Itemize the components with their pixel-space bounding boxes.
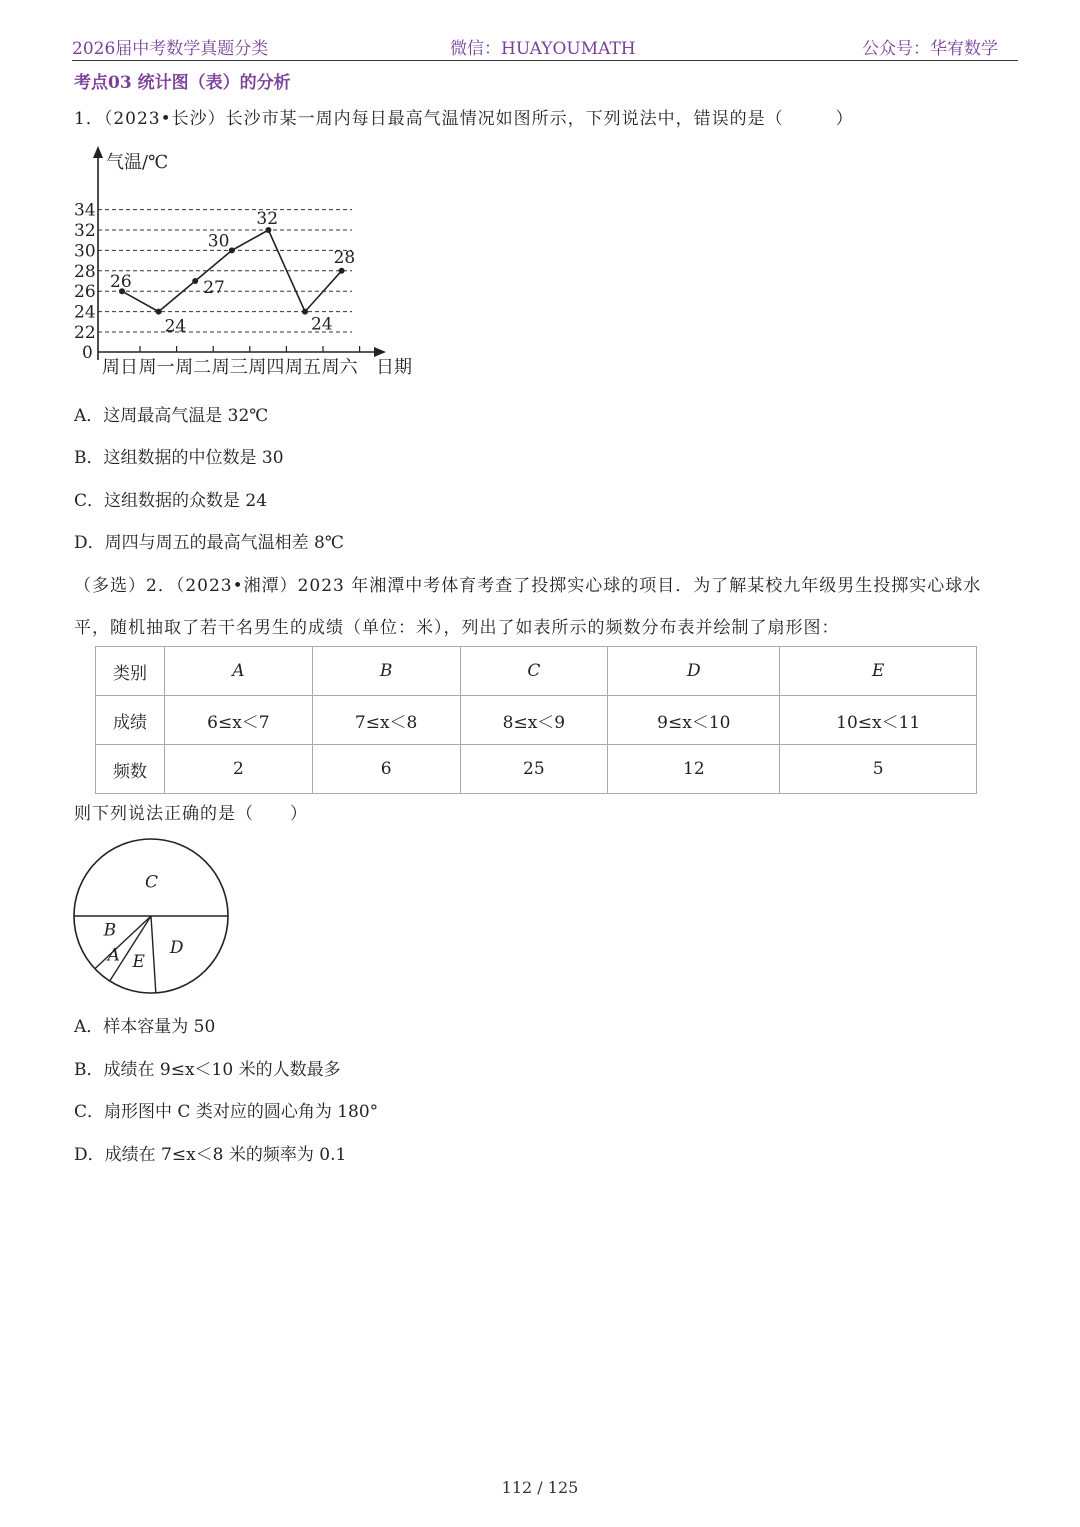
q1-option-d: D．周四与周五的最高气温相差 8℃ xyxy=(74,533,344,553)
x-tick-labels xyxy=(102,346,360,378)
cell-range-a: 6≤x＜7 xyxy=(165,696,313,745)
q2-stem-line1: （多选）2．（2023•湘潭）2023 年湘潭中考体育考查了投掷实心球的项目．为了解某校九年级男生投掷实心球水 xyxy=(74,576,982,596)
x-tick-周二: 周二 xyxy=(175,357,212,378)
q2-prompt-close: ） xyxy=(290,804,308,824)
cell-range-e: 10≤x＜11 xyxy=(780,696,977,745)
page-number xyxy=(0,1478,1080,1497)
temperature-line-chart xyxy=(70,140,430,385)
x-axis-label: 日期 xyxy=(376,357,412,378)
pie-label-C: C xyxy=(145,872,159,893)
row-label-score: 成绩 xyxy=(96,696,165,745)
cell-freq-e: 5 xyxy=(780,745,977,794)
row-label-category: 类别 xyxy=(96,647,165,696)
point-周三 xyxy=(229,247,235,253)
point-周五 xyxy=(302,309,308,315)
q1-option-c: C．这组数据的众数是 24 xyxy=(74,491,268,511)
score-pie-chart xyxy=(66,836,236,998)
frequency-table xyxy=(95,646,977,794)
pie-sector-lines xyxy=(74,916,228,993)
table-row-category xyxy=(96,647,977,696)
x-tick-周日: 周日 xyxy=(102,357,138,378)
y-tick-26: 26 xyxy=(74,282,96,303)
cell-freq-b: 6 xyxy=(312,745,460,794)
data-label-周三: 30 xyxy=(207,231,230,252)
page-current: 112 xyxy=(501,1478,533,1497)
cell-freq-c: 25 xyxy=(460,745,608,794)
q2-prompt xyxy=(74,799,308,824)
q2-stem-line2: 平，随机抽取了若干名男生的成绩（单位：米），列出了如表所示的频数分布表并绘制了扇形图： xyxy=(74,618,840,638)
q2-option-d: D．成绩在 7≤x＜8 米的频率为 0.1 xyxy=(74,1145,347,1165)
page-total: 125 xyxy=(547,1478,579,1497)
point-周二 xyxy=(192,278,198,284)
table-row-frequency xyxy=(96,745,977,794)
y-tick-30: 30 xyxy=(74,241,96,262)
y-tick-22: 22 xyxy=(74,323,96,343)
x-tick-周六: 周六 xyxy=(321,357,358,378)
y-axis-label: 气温/℃ xyxy=(106,152,169,173)
y-axis-arrow xyxy=(93,146,103,158)
cell-freq-a: 2 xyxy=(165,745,313,794)
row-label-frequency: 频数 xyxy=(96,745,165,794)
q2-option-b: B．成绩在 9≤x＜10 米的人数最多 xyxy=(74,1060,341,1080)
point-周一 xyxy=(156,309,162,315)
y-tick-24: 24 xyxy=(74,302,96,323)
cell-freq-d: 12 xyxy=(608,745,780,794)
data-label-周二: 27 xyxy=(203,278,225,298)
y-tick-34: 34 xyxy=(74,200,96,221)
header-wechat: 微信：HUAYOUMATH xyxy=(450,39,636,59)
temperature-points xyxy=(110,209,355,337)
data-label-周日: 26 xyxy=(110,272,132,293)
q1-stem-close: ） xyxy=(835,109,854,129)
pie-label-D: D xyxy=(169,937,184,958)
x-tick-周五: 周五 xyxy=(285,357,321,378)
x-tick-周三: 周三 xyxy=(211,357,248,378)
x-axis-arrow xyxy=(374,347,386,357)
point-周六 xyxy=(339,268,345,274)
q1-stem xyxy=(74,104,854,129)
cell-cat-a: A xyxy=(165,647,313,696)
q1-option-b: B．这组数据的中位数是 30 xyxy=(74,448,284,468)
cell-cat-e: E xyxy=(780,647,977,696)
sector-boundary-E xyxy=(151,916,156,993)
q1-stem-text: 1．（2023•长沙）长沙市某一周内每日最高气温情况如图所示，下列说法中，错误的是（ xyxy=(74,109,784,129)
data-label-周一: 24 xyxy=(164,316,187,337)
pie-label-A: A xyxy=(107,945,120,966)
y-tick-32: 32 xyxy=(74,221,96,241)
table-row-score xyxy=(96,696,977,745)
cell-cat-c: C xyxy=(460,647,608,696)
x-tick-周四: 周四 xyxy=(248,357,285,378)
page-header xyxy=(72,32,1018,61)
data-label-周四: 32 xyxy=(256,209,279,229)
page-separator: / xyxy=(537,1478,543,1497)
q2-prompt-text: 则下列说法正确的是（ xyxy=(74,804,254,824)
y-tick-labels xyxy=(74,201,96,363)
y-tick-0: 0 xyxy=(82,343,93,363)
y-tick-28: 28 xyxy=(74,261,96,282)
q2-option-c: C．扇形图中 C 类对应的圆心角为 180° xyxy=(74,1102,379,1122)
cell-cat-b: B xyxy=(312,647,460,696)
q1-option-a: A．这周最高气温是 32℃ xyxy=(74,406,269,426)
section-title: 考点03 统计图（表）的分析 xyxy=(74,73,291,93)
cell-range-c: 8≤x＜9 xyxy=(460,696,608,745)
cell-cat-d: D xyxy=(608,647,780,696)
cell-range-d: 9≤x＜10 xyxy=(608,696,780,745)
header-title: 2026届中考数学真题分类 xyxy=(72,39,269,59)
pie-label-E: E xyxy=(132,952,145,973)
q2-option-a: A．样本容量为 50 xyxy=(74,1017,216,1037)
header-account: 公众号：华宥数学 xyxy=(862,39,998,59)
cell-range-b: 7≤x＜8 xyxy=(312,696,460,745)
x-tick-周一: 周一 xyxy=(138,357,175,378)
data-label-周五: 24 xyxy=(311,314,333,335)
pie-label-B: B xyxy=(103,920,117,941)
data-label-周六: 28 xyxy=(333,247,356,268)
